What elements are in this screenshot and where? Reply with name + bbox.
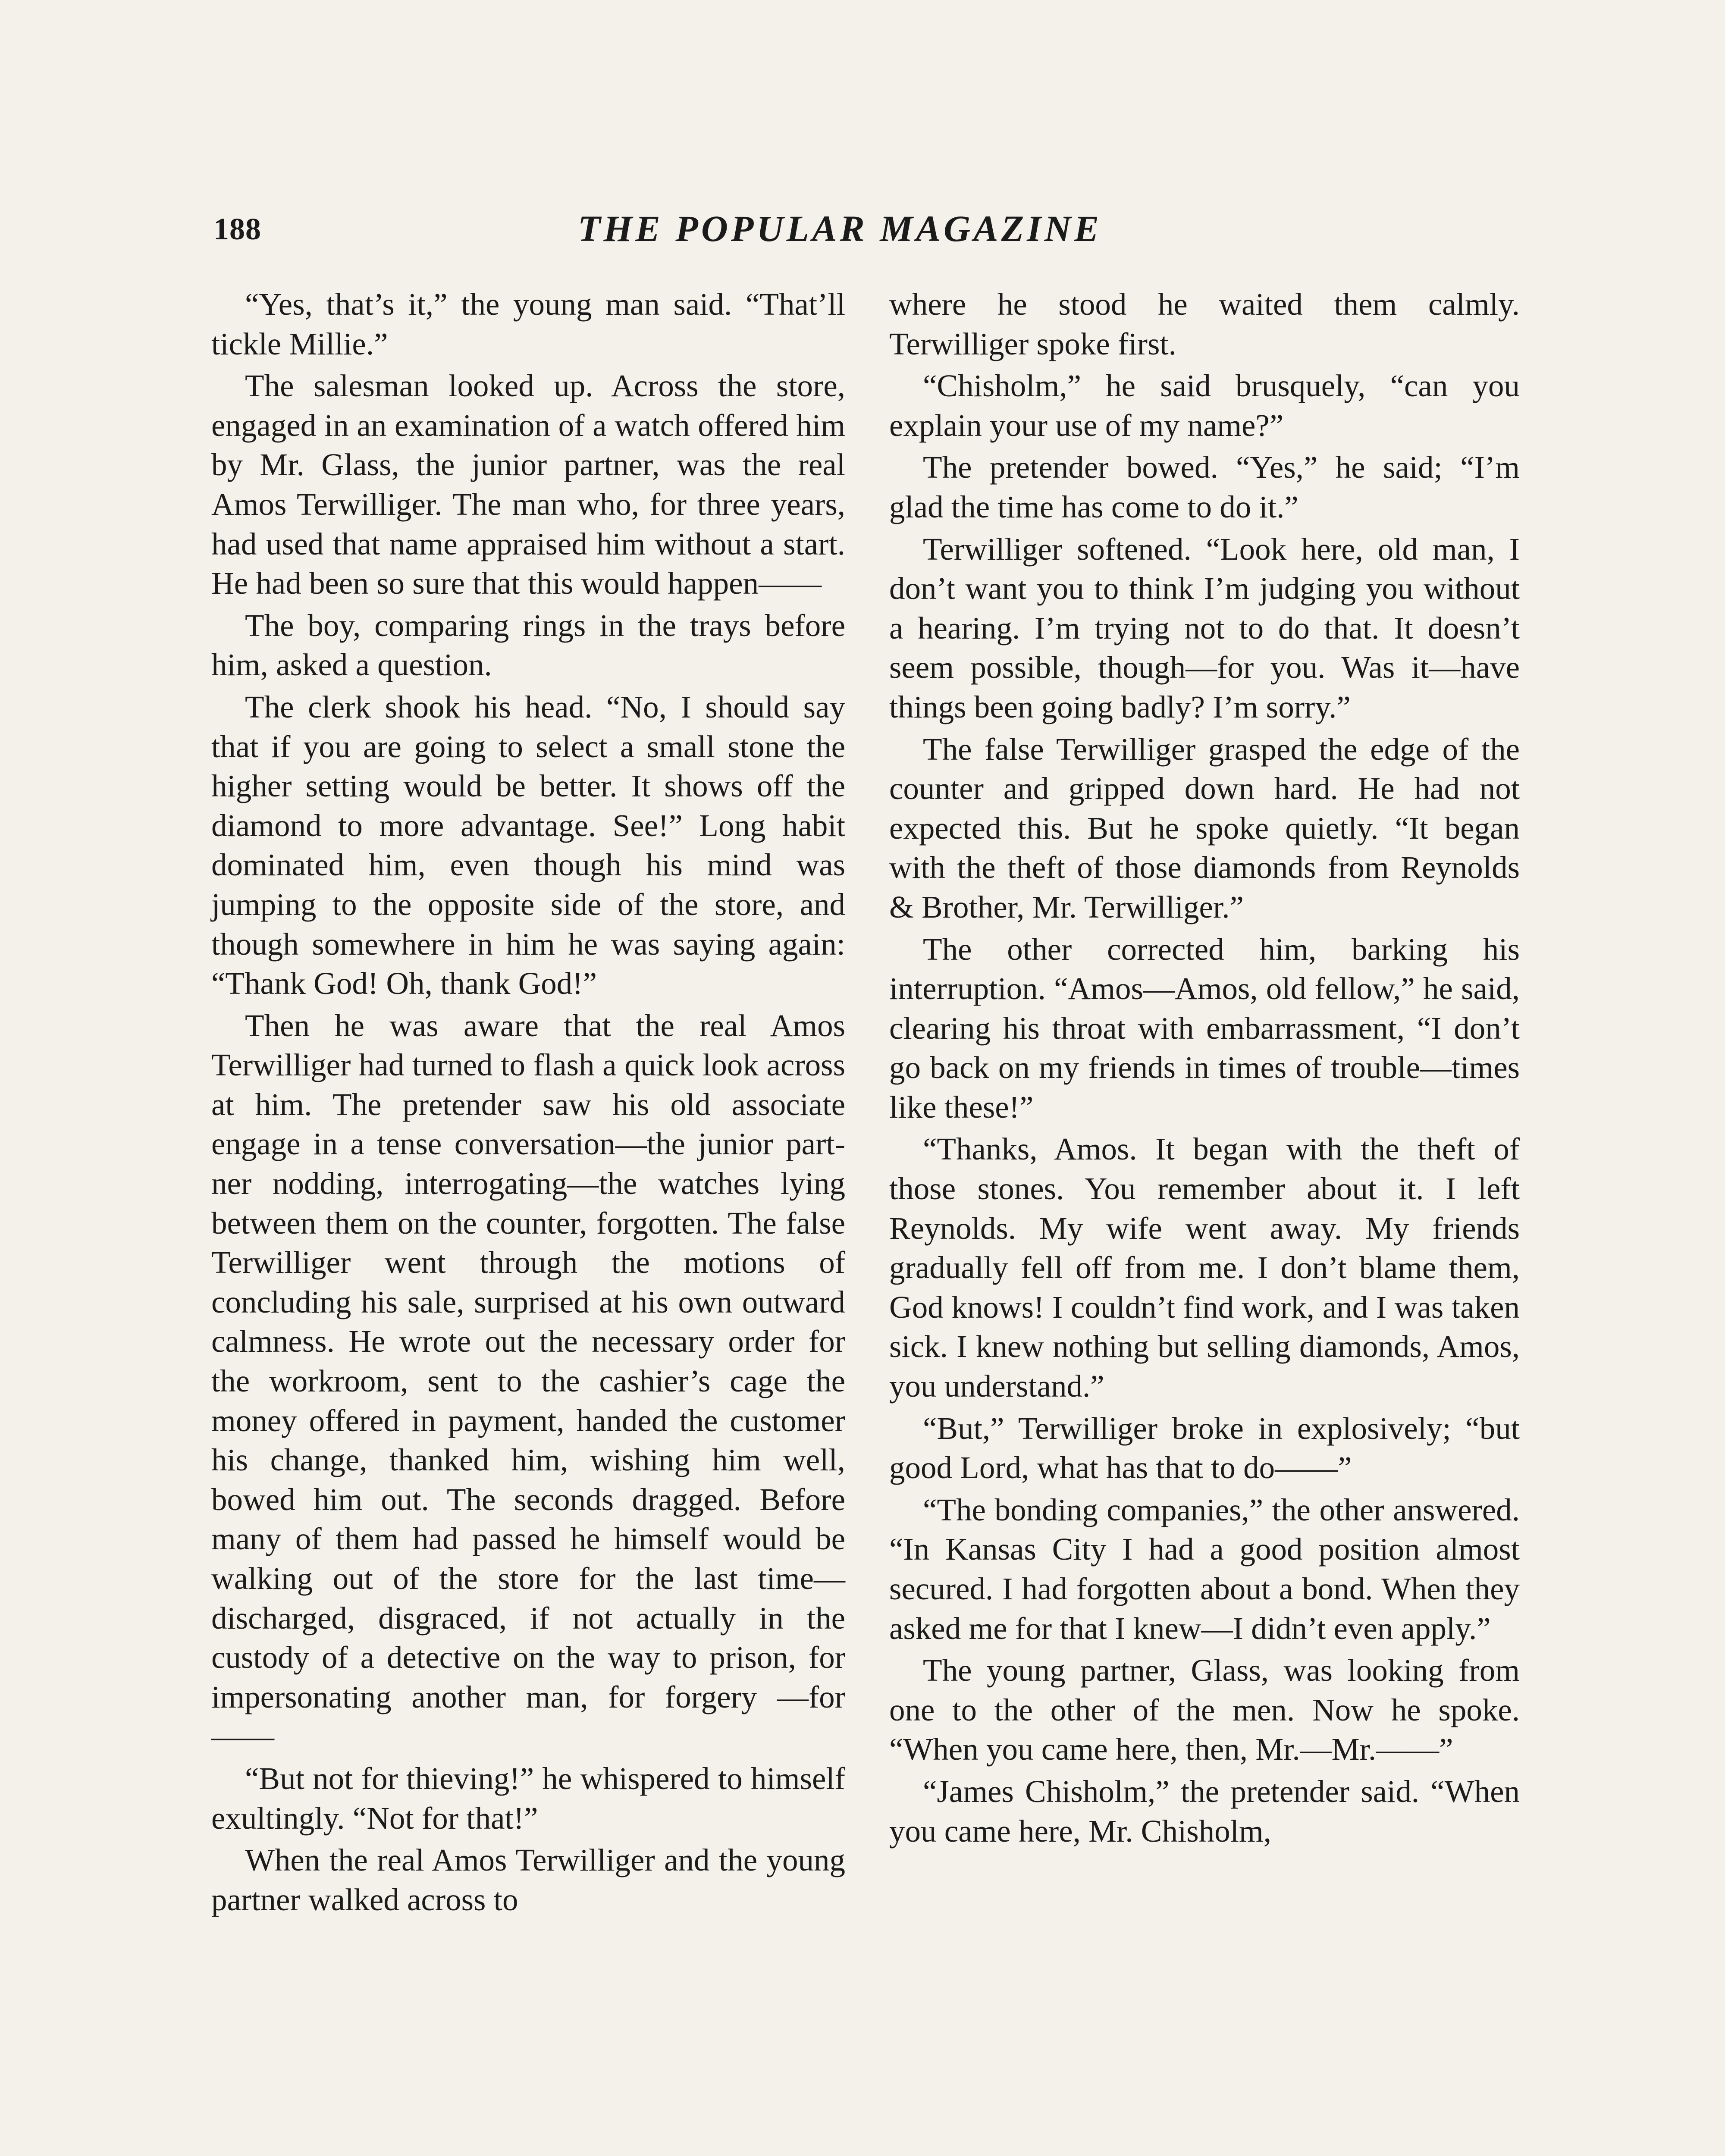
paragraph: “But,” Terwilliger broke in explosively; “but good Lord, what has that to do——” <box>889 1410 1520 1485</box>
continuation-paragraph: where he stood he waited them calmly. Terwilliger spoke first. <box>889 287 1520 361</box>
paragraph: Then he was aware that the real Amos Terwilliger had turned to flash a quick look across at him. The pretender saw his old associate engage in a tense conversation—the junior partner nodding, interrogating—the watches lying between them on the counter, forgotten. The false Terwilliger went through the motions of concluding his sale, surprised at his own outward calmness. He wrote out the necessary order for the workroom, sent to the cashier’s cage the money offered in payment, handed the customer his change, thanked him, wishing him well, bowed him out. The seconds dragged. Before many of them had passed he himself would be walking out of the store for the last time—discharged, disgraced, if not actually in the custody of a detective on the way to prison, for impersonating another man, for forgery —for—— <box>211 1008 845 1754</box>
page-number: 188 <box>213 212 261 246</box>
paragraph: “Chisholm,” he said brusquely, “can you explain your use of my name?” <box>889 368 1520 443</box>
paragraph: When the real Amos Terwilliger and the young partner walked across to <box>211 1843 845 1917</box>
left-column <box>211 285 845 1922</box>
paragraph: The other corrected him, barking his interruption. “Amos—Amos, old fellow,” he said, clearing his throat with embarrassment, “I don’t go back on my friends in times of trouble—times like these!” <box>889 931 1520 1125</box>
paragraph: The clerk shook his head. “No, I should say that if you are going to select a small stone the higher setting would be better. It shows off the diamond to more advantage. See!” Long habit dominated him, even though his mind was jumping to the opposite side of the store, and though somewhere in him he was saying again: “Thank God! Oh, thank God!” <box>211 689 845 1001</box>
paragraph: The pretender bowed. “Yes,” he said; “I’m glad the time has come to do it.” <box>889 450 1520 524</box>
paragraph: “Yes, that’s it,” the young man said. “That’ll tickle Millie.” <box>211 287 845 361</box>
paragraph: The young partner, Glass, was looking from one to the other of the men. Now he spoke. “When you came here, then, Mr.—Mr.——” <box>889 1653 1520 1767</box>
paragraph: The boy, comparing rings in the trays before him, asked a question. <box>211 608 845 683</box>
right-column <box>889 285 1520 1853</box>
running-title: THE POPULAR MAGAZINE <box>578 208 1102 249</box>
paragraph: “Thanks, Amos. It began with the theft of those stones. You remember about it. I left Reynolds. My wife went away. My friends gradually fell off from me. I don’t blame them, God knows! I couldn’t find work, and I was taken sick. I knew nothing but selling diamonds, Amos, you understand.” <box>889 1131 1520 1404</box>
paragraph: “But not for thieving!” he whispered to himself exultingly. “Not for that!” <box>211 1761 845 1836</box>
paragraph: The salesman looked up. Across the store, engaged in an examination of a watch offered him by Mr. Glass, the junior partner, was the real Amos Terwilliger. The man who, for three years, had used that name appraised him without a start. He had been so sure that this would happen—— <box>211 368 845 601</box>
paragraph: “James Chisholm,” the pretender said. “When you came here, Mr. Chisholm, <box>889 1774 1520 1849</box>
paragraph: The false Terwilliger grasped the edge of the counter and gripped down hard. He had not expected this. But he spoke quietly. “It began with the theft of those diamonds from Reynolds & Brother, Mr. Terwilliger.” <box>889 731 1520 924</box>
paragraph: “The bonding companies,” the other answered. “In Kansas City I had a good position almost secured. I had forgotten about a bond. When they asked me for that I knew—I didn’t even apply.” <box>889 1492 1520 1646</box>
paragraph: Terwilliger softened. “Look here, old man, I don’t want you to think I’m judging you without a hearing. I’m trying not to do that. It doesn’t seem possible, though—for you. Was it—have things been going badly? I’m sorry.” <box>889 531 1520 724</box>
